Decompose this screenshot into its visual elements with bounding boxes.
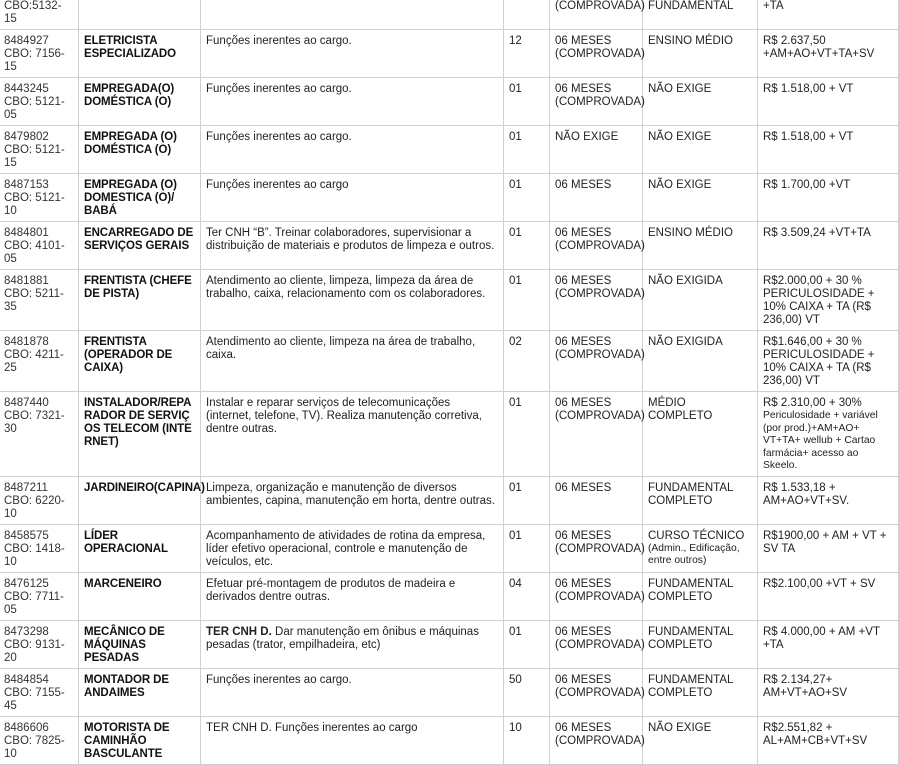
job-qty-cell: 01 <box>504 126 550 174</box>
table-row <box>0 392 899 477</box>
job-title-cell: FRENTISTA (CHEFE DE PISTA) <box>79 270 201 331</box>
job-education-cell: ENSINO MÉDIO <box>643 30 758 78</box>
job-description-cell: TER CNH D. Dar manutenção em ônibus e máquinas pesadas (trator, empilhadeira, etc) <box>201 620 504 668</box>
job-experience-cell: 06 MESES (COMPROVADA) <box>550 524 643 572</box>
job-salary-cell: R$2.100,00 +VT + SV <box>758 572 899 620</box>
job-experience-cell: 06 MESES <box>550 476 643 524</box>
job-description-cell: Acompanhamento de atividades de rotina da empresa, líder efetivo operacional, controle e manutenção de veículos, etc. <box>201 524 504 572</box>
job-description-cell: Limpeza, organização e manutenção de diversos ambientes, capina, manutenção em horta, dentre outras. <box>201 476 504 524</box>
job-education-cell: ENSINO MÉDIO <box>643 222 758 270</box>
job-title-cell: JARDINEIRO(CAPINA) <box>79 476 201 524</box>
job-education-cell: NÃO EXIGE <box>643 78 758 126</box>
job-qty-cell: 01 <box>504 524 550 572</box>
job-education-cell: FUNDAMENTAL COMPLETO <box>643 668 758 716</box>
job-experience-cell: 06 MESES (COMPROVADA) <box>550 78 643 126</box>
job-salary-cell: R$ 1.518,00 + VT <box>758 78 899 126</box>
job-salary-cell: R$1.646,00 + 30 % PERICULOSIDADE + 10% CAIXA + TA (R$ 236,00) VT <box>758 331 899 392</box>
job-code-cell: 8484801 CBO: 4101-05 <box>0 222 79 270</box>
table-row <box>0 30 899 78</box>
job-title-cell <box>79 0 201 30</box>
job-experience-cell: 06 MESES (COMPROVADA) <box>550 30 643 78</box>
job-code-cell: 8487440 CBO: 7321-30 <box>0 392 79 477</box>
table-row <box>0 126 899 174</box>
job-experience-cell: 06 MESES (COMPROVADA) <box>550 716 643 764</box>
table-row <box>0 270 899 331</box>
job-salary-cell: R$ 2.637,50 +AM+AO+VT+TA+SV <box>758 30 899 78</box>
job-education-cell: FUNDAMENTAL <box>643 0 758 30</box>
job-code-cell: 8487211 CBO: 6220-10 <box>0 476 79 524</box>
table-row <box>0 716 899 764</box>
job-experience-cell: 06 MESES (COMPROVADA) <box>550 572 643 620</box>
job-title-cell: MECÂNICO DE MÁQUINAS PESADAS <box>79 620 201 668</box>
job-title-cell: EMPREGADA (O) DOMESTICA (O)/ BABÁ <box>79 174 201 222</box>
job-salary-cell: R$ 1.518,00 + VT <box>758 126 899 174</box>
job-title-cell: MOTORISTA DE CAMINHÃO BASCULANTE <box>79 716 201 764</box>
job-title-cell: ELETRICISTA ESPECIALIZADO <box>79 30 201 78</box>
job-qty-cell: 01 <box>504 392 550 477</box>
job-qty-cell: 01 <box>504 476 550 524</box>
job-title-cell: MARCENEIRO <box>79 572 201 620</box>
job-qty-cell: 01 <box>504 270 550 331</box>
job-description-cell: Instalar e reparar serviços de telecomunicações (internet, telefone, TV). Realiza manutenção corretiva, dentre outras. <box>201 392 504 477</box>
job-description-cell: Funções inerentes ao cargo. <box>201 78 504 126</box>
job-description-cell: Funções inerentes ao cargo <box>201 174 504 222</box>
job-education-cell: FUNDAMENTAL COMPLETO <box>643 476 758 524</box>
job-salary-cell: R$ 2.134,27+ AM+VT+AO+SV <box>758 668 899 716</box>
job-code-cell: 8479802 CBO: 5121-15 <box>0 126 79 174</box>
job-code-cell: 8484927 CBO: 7156-15 <box>0 30 79 78</box>
job-education-cell: NÃO EXIGE <box>643 126 758 174</box>
job-description-cell: TER CNH D. Funções inerentes ao cargo <box>201 716 504 764</box>
table-row <box>0 668 899 716</box>
job-code-cell: 8484854 CBO: 7155-45 <box>0 668 79 716</box>
job-description-cell: Funções inerentes ao cargo. <box>201 30 504 78</box>
job-experience-cell: NÃO EXIGE <box>550 126 643 174</box>
table-row <box>0 174 899 222</box>
table-row <box>0 524 899 572</box>
job-education-cell: FUNDAMENTAL COMPLETO <box>643 572 758 620</box>
job-salary-cell: R$ 2.310,00 + 30% Periculosidade + variável (por prod.)+AM+AO+ VT+TA+ wellub + Cartao farmácia+ acesso ao Skeelo. <box>758 392 899 477</box>
job-code-cell: 8481878 CBO: 4211-25 <box>0 331 79 392</box>
job-code-cell: 8481881 CBO: 5211-35 <box>0 270 79 331</box>
job-qty-cell: 01 <box>504 222 550 270</box>
job-code-cell: 8458575 CBO: 1418-10 <box>0 524 79 572</box>
job-code-cell: 8473298 CBO: 9131-20 <box>0 620 79 668</box>
job-experience-cell: 06 MESES <box>550 174 643 222</box>
job-qty-cell <box>504 0 550 30</box>
job-description-cell: Atendimento ao cliente, limpeza, limpeza da área de trabalho, caixa, relacionamento com os colaboradores. <box>201 270 504 331</box>
job-description-cell: Efetuar pré-montagem de produtos de madeira e derivados dentre outras. <box>201 572 504 620</box>
job-title-cell: MONTADOR DE ANDAIMES <box>79 668 201 716</box>
job-salary-cell: R$2.000,00 + 30 % PERICULOSIDADE + 10% CAIXA + TA (R$ 236,00) VT <box>758 270 899 331</box>
job-salary-cell: R$1900,00 + AM + VT + SV TA <box>758 524 899 572</box>
job-qty-cell: 02 <box>504 331 550 392</box>
job-qty-cell: 01 <box>504 620 550 668</box>
job-salary-cell: R$ 4.000,00 + AM +VT +TA <box>758 620 899 668</box>
job-experience-cell: 06 MESES (COMPROVADA) <box>550 222 643 270</box>
job-education-cell: NÃO EXIGE <box>643 174 758 222</box>
table-row <box>0 78 899 126</box>
job-description-cell: Funções inerentes ao cargo. <box>201 668 504 716</box>
job-description-cell: Funções inerentes ao cargo. <box>201 126 504 174</box>
job-experience-cell: 06 MESES (COMPROVADA) <box>550 620 643 668</box>
job-qty-cell: 10 <box>504 716 550 764</box>
job-experience-cell: (COMPROVADA) <box>550 0 643 30</box>
job-qty-cell: 04 <box>504 572 550 620</box>
job-experience-cell: 06 MESES (COMPROVADA) <box>550 270 643 331</box>
job-salary-cell: R$2.551,82 + AL+AM+CB+VT+SV <box>758 716 899 764</box>
table-row <box>0 222 899 270</box>
job-title-cell: ENCARREGADO DE SERVIÇOS GERAIS <box>79 222 201 270</box>
job-description-cell: Atendimento ao cliente, limpeza na área de trabalho, caixa. <box>201 331 504 392</box>
job-code-cell: 8486606 CBO: 7825-10 <box>0 716 79 764</box>
job-salary-cell: R$ 1.700,00 +VT <box>758 174 899 222</box>
job-education-cell: NÃO EXIGIDA <box>643 331 758 392</box>
job-description-cell <box>201 0 504 30</box>
job-salary-cell: R$ 3.509,24 +VT+TA <box>758 222 899 270</box>
job-experience-cell: 06 MESES (COMPROVADA) <box>550 331 643 392</box>
job-title-cell: EMPREGADA(O) DOMÉSTICA (O) <box>79 78 201 126</box>
job-qty-cell: 01 <box>504 78 550 126</box>
job-education-cell: CURSO TÉCNICO (Admin., Edificação, entre outros) <box>643 524 758 572</box>
job-experience-cell: 06 MESES (COMPROVADA) <box>550 668 643 716</box>
job-education-cell: MÉDIO COMPLETO <box>643 392 758 477</box>
job-education-cell: NÃO EXIGIDA <box>643 270 758 331</box>
job-description-cell: Ter CNH “B”. Treinar colaboradores, supervisionar a distribuição de materiais e produtos de limpeza e outros. <box>201 222 504 270</box>
table-row <box>0 476 899 524</box>
job-title-cell: EMPREGADA (O) DOMÉSTICA (O) <box>79 126 201 174</box>
job-title-cell: LÍDER OPERACIONAL <box>79 524 201 572</box>
job-code-cell: 8476125 CBO: 7711-05 <box>0 572 79 620</box>
job-code-cell: 8487153 CBO: 5121-10 <box>0 174 79 222</box>
job-education-cell: FUNDAMENTAL COMPLETO <box>643 620 758 668</box>
job-salary-cell: +TA <box>758 0 899 30</box>
table-row <box>0 0 899 30</box>
job-experience-cell: 06 MESES (COMPROVADA) <box>550 392 643 477</box>
job-title-cell: INSTALADOR/REPARADOR DE SERVIÇOS TELECOM (INTERNET) <box>79 392 201 477</box>
table-row <box>0 331 899 392</box>
table-row <box>0 620 899 668</box>
job-salary-cell: R$ 1.533,18 + AM+AO+VT+SV. <box>758 476 899 524</box>
job-qty-cell: 12 <box>504 30 550 78</box>
job-qty-cell: 50 <box>504 668 550 716</box>
job-education-cell: NÃO EXIGE <box>643 716 758 764</box>
job-title-cell: FRENTISTA (OPERADOR DE CAIXA) <box>79 331 201 392</box>
table-row <box>0 572 899 620</box>
job-qty-cell: 01 <box>504 174 550 222</box>
job-code-cell: CBO:5132-15 <box>0 0 79 30</box>
job-code-cell: 8443245 CBO: 5121-05 <box>0 78 79 126</box>
